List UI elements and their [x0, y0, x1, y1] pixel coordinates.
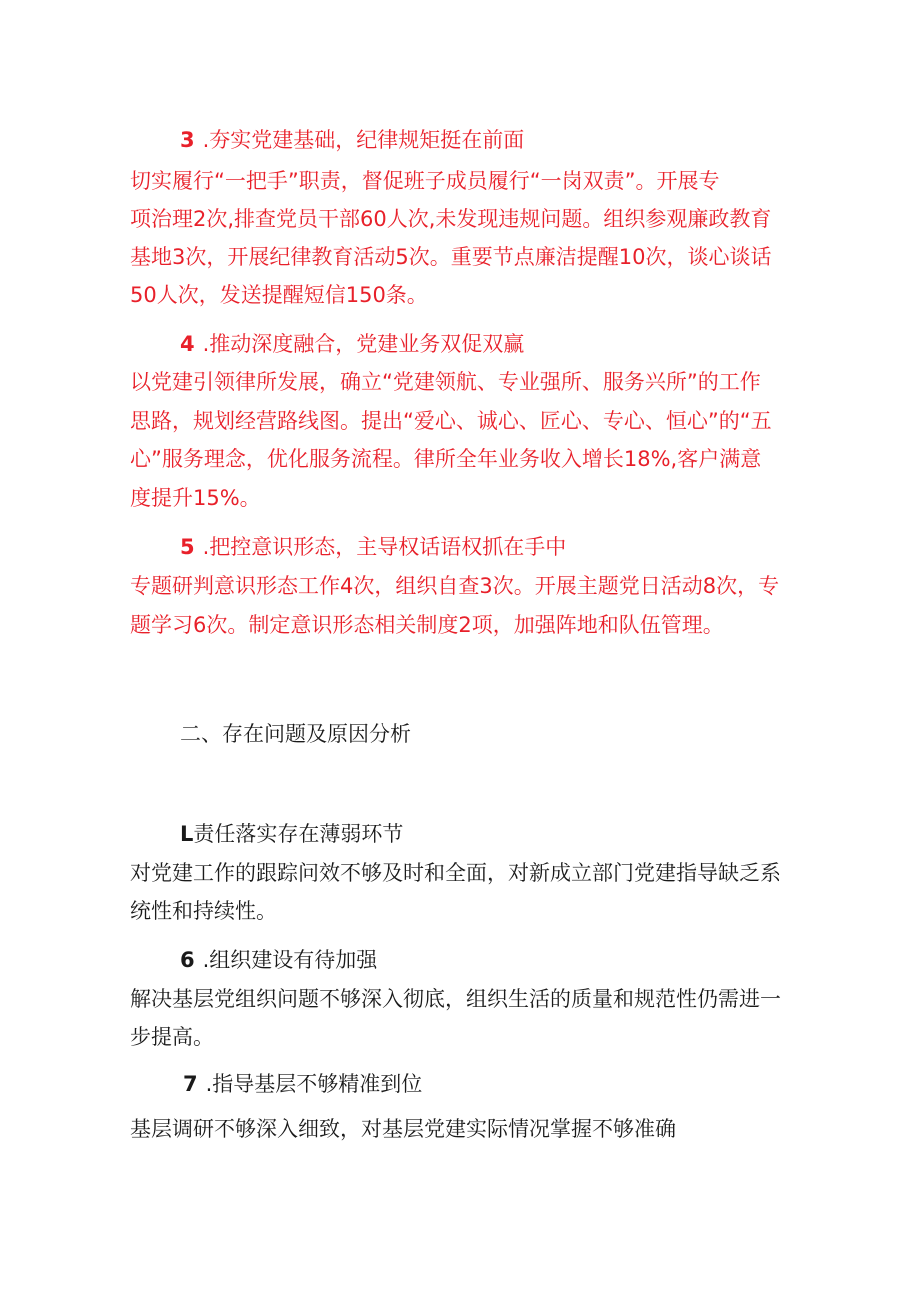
problem-heading	[183, 1072, 422, 1096]
paragraph-line: 项治理2次,排查党员干部60人次,未发现违规问题。组织参观廉政教育	[130, 207, 772, 231]
problem-title: .指导基层不够精准到位	[205, 1072, 423, 1096]
item-number: 3	[180, 128, 195, 152]
problem-title: 责任落实存在薄弱环节	[193, 822, 404, 846]
paragraph-line: 基地3次，开展纪律教育活动5次。重要节点廉洁提醒10次，谈心谈话	[130, 245, 772, 269]
item-heading	[180, 128, 524, 152]
paragraph-line: 解决基层党组织问题不够深入彻底，组织生活的质量和规范性仍需进一	[130, 987, 781, 1011]
paragraph-line: 思路，规划经营路线图。提出“爱心、诚心、匠心、专心、恒心”的“五	[130, 409, 772, 433]
item-heading	[180, 535, 566, 559]
item-heading	[180, 332, 524, 356]
item-number: 5	[180, 535, 195, 559]
paragraph-line: 步提高。	[130, 1025, 214, 1049]
problem-heading	[180, 822, 403, 846]
item-number: 4	[180, 332, 195, 356]
section-title: 二、存在问题及原因分析	[180, 722, 411, 746]
item-title: .推动深度融合，党建业务双促双赢	[202, 332, 525, 356]
paragraph-line: 专题研判意识形态工作4次，组织自查3次。开展主题党日活动8次，专	[130, 574, 780, 598]
paragraph-line: 题学习6次。制定意识形态相关制度2项，加强阵地和队伍管理。	[130, 613, 724, 637]
paragraph-line: 50人次，发送提醒短信150条。	[130, 283, 428, 307]
paragraph-line: 对党建工作的跟踪问效不够及时和全面，对新成立部门党建指导缺乏系	[130, 861, 781, 885]
problem-number: L	[180, 822, 194, 846]
paragraph-line: 以党建引领律所发展，确立“党建领航、专业强所、服务兴所”的工作	[130, 370, 761, 394]
problem-number: 7	[183, 1072, 198, 1096]
item-title: .夯实党建基础，纪律规矩挺在前面	[202, 128, 525, 152]
item-title: .把控意识形态，主导权话语权抓在手中	[202, 535, 567, 559]
problem-number: 6	[180, 948, 195, 972]
paragraph-line: 心”服务理念，优化服务流程。律所全年业务收入增长18%,客户满意	[130, 447, 762, 471]
paragraph-line: 切实履行“一把手”职责，督促班子成员履行“一岗双责”。开展专	[130, 169, 720, 193]
paragraph-line: 统性和持续性。	[130, 899, 277, 923]
problem-heading	[180, 948, 377, 972]
paragraph-line: 度提升15%。	[130, 486, 261, 510]
paragraph-line: 基层调研不够深入细致，对基层党建实际情况掌握不够准确	[130, 1117, 676, 1141]
problem-title: .组织建设有待加强	[202, 948, 378, 972]
